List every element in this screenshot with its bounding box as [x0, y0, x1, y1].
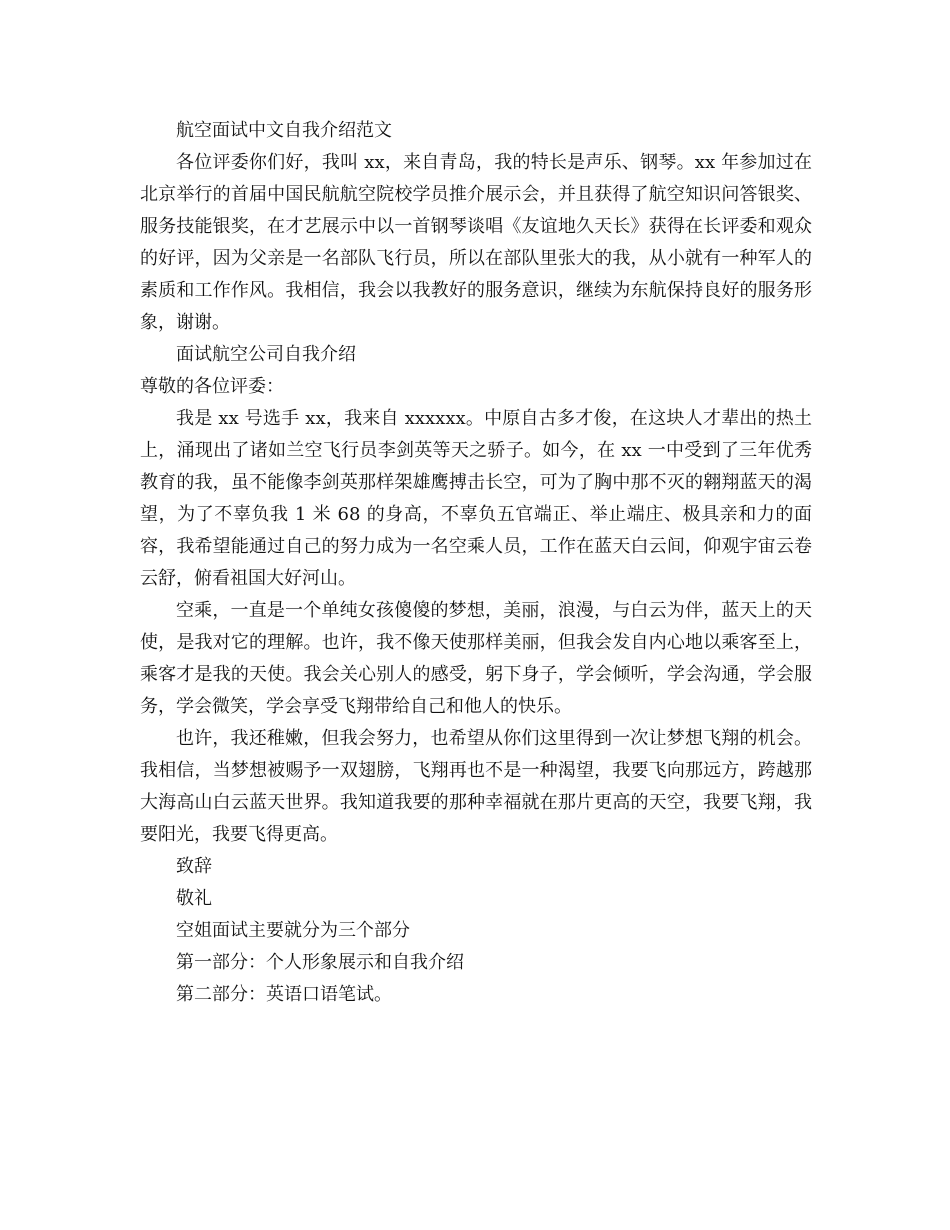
closing-line-2: 敬礼 [176, 888, 212, 909]
section-title-1: 航空面试中文自我介绍范文 [176, 120, 392, 141]
body-paragraph-3: 也许，我还稚嫩，但我会努力，也希望从你们这里得到一次让梦想飞翔的机会。我相信，当梦想被赐予一双翅膀，飞翔再也不是一种渴望，我要飞向那远方，跨越那大海高山白云蓝天世界。我知道我要的那种幸福就在那片更高的天空，我要飞翔，我要阳光，我要飞得更高。 [140, 728, 812, 845]
document-body [140, 115, 812, 1011]
body-paragraph-1: 我是 xx 号选手 xx，我来自 xxxxxx。中原自古多才俊，在这块人才辈出的热土上，涌现出了诸如兰空飞行员李剑英等天之骄子。如今，在 xx 一中受到了三年优秀教育的我，虽不能像李剑英那样架雄鹰搏击长空，可为了胸中那不灭的翱翔蓝天的渴望，为了不辜负我 1 米 68 的身高，不辜负五官端正、举止端庄、极具亲和力的面容，我希望能通过自己的努力成为一名空乘人员，工作在蓝天白云间，仰观宇宙云卷云舒，俯看祖国大好河山。 [140, 408, 812, 589]
section-title-3: 空姐面试主要就分为三个部分 [176, 920, 410, 941]
list-item: 第一部分：个人形象展示和自我介绍 [176, 952, 464, 973]
section-title-2: 面试航空公司自我介绍 [176, 344, 356, 365]
closing-line-1: 致辞 [176, 856, 212, 877]
intro-paragraph-1: 各位评委你们好，我叫 xx，来自青岛，我的特长是声乐、钢琴。xx 年参加过在北京举行的首届中国民航航空院校学员推介展示会，并且获得了航空知识问答银奖、服务技能银奖，在才艺展示中以一首钢琴谈唱《友谊地久天长》获得在长评委和观众的好评，因为父亲是一名部队飞行员，所以在部队里张大的我，从小就有一种军人的素质和工作作风。我相信，我会以我教好的服务意识，继续为东航保持良好的服务形象，谢谢。 [140, 152, 812, 333]
list-item: 第二部分：英语口语笔试。 [176, 984, 392, 1005]
body-paragraph-2: 空乘，一直是一个单纯女孩傻傻的梦想，美丽，浪漫，与白云为伴，蓝天上的天使，是我对它的理解。也许，我不像天使那样美丽，但我会发自内心地以乘客至上，乘客才是我的天使。我会关心别人的感受，躬下身子，学会倾听，学会沟通，学会服务，学会微笑，学会享受飞翔带给自己和他人的快乐。 [140, 600, 812, 717]
salutation: 尊敬的各位评委： [140, 376, 284, 397]
